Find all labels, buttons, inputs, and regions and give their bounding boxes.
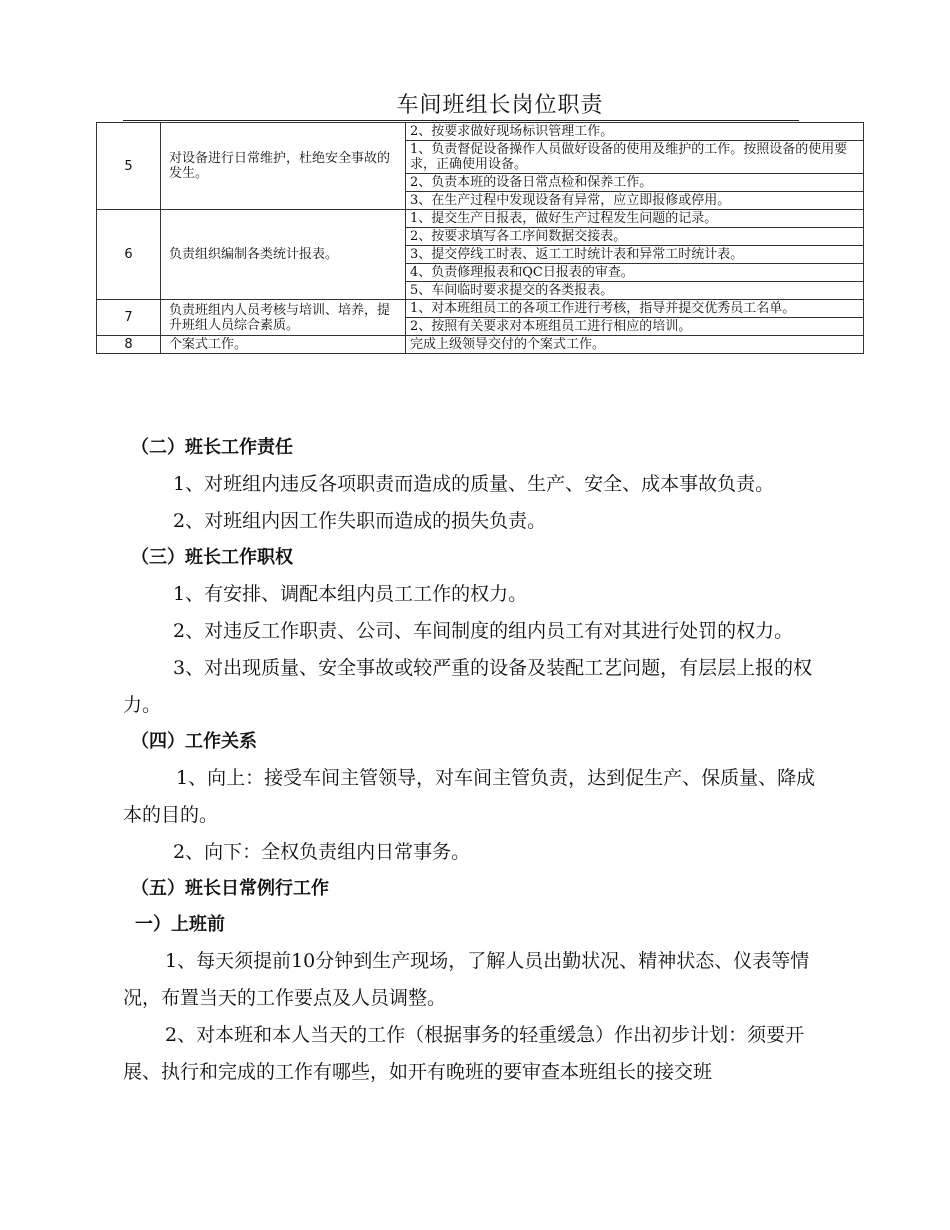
subsection-heading: 一）上班前 [135,914,225,935]
item-cell: 3、提交停线工时表、返工工时统计表和异常工时统计表。 [406,246,864,264]
section-heading: （二）班长工作责任 [131,437,293,458]
paragraph: 3、对出现质量、安全事故或较严重的设备及装配工艺问题，有层层上报的权力。 [123,657,813,716]
page-title: 车间班组长岗位职责 [396,93,604,118]
paragraph: 2、对本班和本人当天的工作（根据事务的轻重缓急）作出初步计划：须要开展、执行和完成的工作有哪些，如开有晚班的要审查本班组长的接交班 [123,1024,805,1083]
title-underline [123,120,799,121]
paragraph: 1、对班组内违反各项职责而造成的质量、生产、安全、成本事故负责。 [173,473,775,495]
item-cell: 2、按照有关要求对本班组员工进行相应的培训。 [406,318,864,336]
item-cell: 4、负责修理报表和QC日报表的审查。 [406,264,864,282]
row-number: 6 [97,210,161,300]
table-row [97,123,864,141]
paragraph: 1、向上：接受车间主管领导，对车间主管负责，达到促生产、保质量、降成本的目的。 [123,767,816,826]
paragraph: 2、对违反工作职责、公司、车间制度的组内员工有对其进行处罚的权力。 [173,620,794,642]
paragraph: 1、有安排、调配本组内员工工作的权力。 [173,583,528,605]
item-cell: 1、对本班组员工的各项工作进行考核，指导并提交优秀员工名单。 [406,300,864,318]
item-cell: 完成上级领导交付的个案式工作。 [406,336,864,354]
table-row [97,210,864,228]
duty-table [96,122,864,354]
section-heading: （三）班长工作职权 [131,547,293,568]
row-number: 7 [97,300,161,336]
item-cell: 1、提交生产日报表，做好生产过程发生问题的记录。 [406,210,864,228]
item-cell: 5、车间临时要求提交的各类报表。 [406,282,864,300]
item-cell: 2、按要求做好现场标识管理工作。 [406,123,864,141]
duty-cell: 对设备进行日常维护，杜绝安全事故的发生。 [161,123,406,210]
row-number: 8 [97,336,161,354]
section-heading: （五）班长日常例行工作 [131,878,329,899]
table-row [97,336,864,354]
duty-cell: 个案式工作。 [161,336,406,354]
duty-cell: 负责组织编制各类统计报表。 [161,210,406,300]
section-heading: （四）工作关系 [131,731,257,752]
duty-cell: 负责班组内人员考核与培训、培养，提升班组人员综合素质。 [161,300,406,336]
table-row [97,300,864,318]
document-body [123,430,829,1091]
paragraph: 1、每天须提前10分钟到生产现场，了解人员出勤状况、精神状态、仪表等情况，布置当天的工作要点及人员调整。 [123,950,810,1009]
row-number: 5 [97,123,161,210]
item-cell: 2、按要求填写各工序间数据交接表。 [406,228,864,246]
paragraph: 2、对班组内因工作失职而造成的损失负责。 [173,510,547,532]
item-cell: 1、负责督促设备操作人员做好设备的使用及维护的工作。按照设备的使用要求，正确使用设备。 [406,141,864,174]
item-cell: 2、负责本班的设备日常点检和保养工作。 [406,174,864,192]
item-cell: 3、在生产过程中发现设备有异常，应立即报修或停用。 [406,192,864,210]
paragraph: 2、向下：全权负责组内日常事务。 [173,841,471,863]
